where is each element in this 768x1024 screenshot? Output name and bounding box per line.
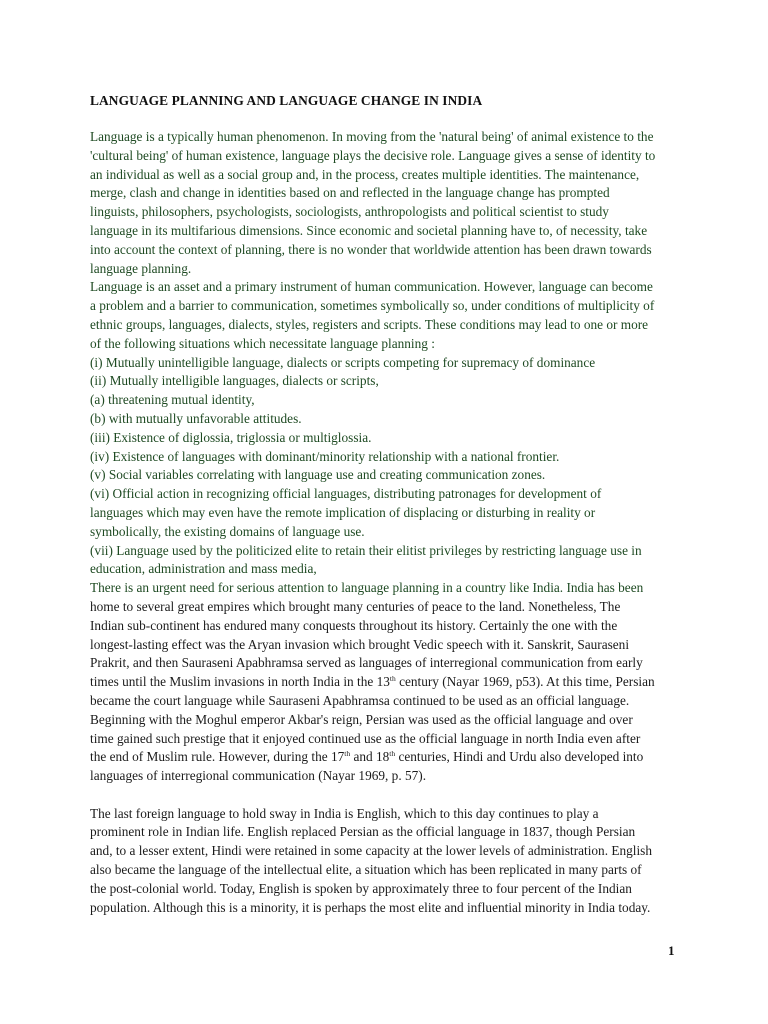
line-text: education, administration and mass media,	[90, 561, 317, 577]
text-line	[90, 730, 690, 749]
text-line	[90, 654, 690, 673]
text-line	[90, 542, 690, 561]
line-text: (a) threatening mutual identity,	[90, 392, 255, 408]
line-text: Beginning with the Moghul emperor Akbar's reign, Persian was used as the official language and over	[90, 711, 633, 727]
line-text: population. Although this is a minority, it is perhaps the most elite and influential minority in India today.	[90, 899, 651, 915]
line-text: of the following situations which necessitate language planning :	[90, 335, 435, 351]
line-text: (v) Social variables correlating with language use and creating communication zones.	[90, 467, 546, 483]
superscript: th	[389, 749, 396, 759]
text-line	[90, 372, 690, 391]
line-text: merge, clash and change in identities based on and reflected in the language change has prompted	[90, 185, 610, 201]
line-text: an individual as well as a social group and, in the process, creates multiple identities. The maintenance,	[90, 166, 640, 182]
text-line	[90, 711, 690, 730]
text-line	[90, 767, 690, 786]
superscript: th	[344, 749, 351, 759]
line-text: and, to a lesser extent, Hindi were retained in some capacity at the lower levels of administration. English	[90, 843, 652, 859]
text-line	[90, 842, 690, 861]
line-text: the post-colonial world. Today, English is spoken by approximately three to four percent of the Indian	[90, 880, 632, 896]
line-text: There is an urgent need for serious attention to language planning in a country like India. India has been	[90, 580, 644, 596]
line-text: (i) Mutually unintelligible language, dialects or scripts competing for supremacy of dominance	[90, 354, 596, 370]
line-text: longest-lasting effect was the Aryan invasion which brought Vedic speech with it. Sanskrit, Sauraseni	[90, 636, 630, 652]
text-line	[90, 147, 690, 166]
line-text: 'cultural being' of human existence, language plays the decisive role. Language gives a sense of identity to	[90, 147, 656, 163]
text-line	[90, 899, 690, 918]
text-line	[90, 692, 690, 711]
text-line	[90, 128, 690, 147]
line-text: (ii) Mutually intelligible languages, dialects or scripts,	[90, 373, 379, 389]
line-text: home to several great empires which brought many centuries of peace to the land. Nonetheless, The	[90, 598, 621, 614]
text-line	[90, 560, 690, 579]
text-line	[90, 278, 690, 297]
text-line	[90, 222, 690, 241]
text-line	[90, 748, 690, 767]
text-line	[90, 410, 690, 429]
line-text: symbolically, the existing domains of language use.	[90, 523, 365, 539]
text-line	[90, 316, 690, 335]
text-line	[90, 861, 690, 880]
line-text: (vi) Official action in recognizing official languages, distributing patronages for development of	[90, 486, 602, 502]
line-text: Language is a typically human phenomenon. In moving from the 'natural being' of animal existence to the	[90, 129, 654, 144]
line-text: Language is an asset and a primary instrument of human communication. However, language can become	[90, 279, 653, 295]
line-text: time gained such prestige that it enjoyed continued use as the official language in north India even after	[90, 730, 641, 746]
line-text: languages which may even have the remote implication of displacing or disturbing in reality or	[90, 504, 596, 520]
line-text: into account the context of planning, there is no wonder that worldwide attention has been drawn towards	[90, 241, 652, 257]
line-text: also became the language of the intellectual elite, a situation which has been replicated in many parts of	[90, 862, 642, 878]
text-line	[90, 823, 690, 842]
document-body	[90, 128, 690, 917]
text-line	[90, 241, 690, 260]
line-text: the end of Muslim rule. However, during the 17	[90, 749, 345, 765]
text-line	[90, 636, 690, 655]
line-text: a problem and a barrier to communication, sometimes symbolically so, under conditions of multiplicity of	[90, 298, 655, 314]
line-text: linguists, philosophers, psychologists, sociologists, anthropologists and political scientist to study	[90, 204, 609, 220]
text-line	[90, 166, 690, 185]
text-line	[90, 466, 690, 485]
line-text: language in its multifarious dimensions. Since economic and societal planning have to, of necessity, take	[90, 222, 648, 238]
line-text: Prakrit, and then Sauraseni Apabhramsa served as languages of interregional communication from early	[90, 655, 643, 671]
line-text: (iv) Existence of languages with dominant/minority relationship with a national frontier.	[90, 448, 560, 464]
line-text: century (Nayar 1969, p53). At this time, Persian	[395, 674, 655, 690]
line-text: centuries, Hindi and Urdu also developed into	[395, 749, 644, 765]
text-line	[90, 504, 690, 523]
line-text: language planning.	[90, 260, 192, 276]
blank-line	[90, 786, 690, 805]
line-text: The last foreign language to hold sway in India is English, which to this day continues to play a	[90, 805, 599, 821]
text-line	[90, 260, 690, 279]
text-line	[90, 335, 690, 354]
line-text: times until the Muslim invasions in north India in the 13	[90, 674, 390, 690]
text-line	[90, 805, 690, 824]
document-title: LANGUAGE PLANNING AND LANGUAGE CHANGE IN INDIA	[90, 93, 483, 108]
text-line	[90, 880, 690, 899]
page-number: 1	[668, 943, 675, 958]
text-line	[90, 579, 690, 598]
line-text: ethnic groups, languages, dialects, styles, registers and scripts. These conditions may lead to one or more	[90, 316, 649, 332]
superscript: th	[389, 674, 396, 684]
line-text: and 18	[350, 749, 390, 765]
text-line	[90, 598, 690, 617]
text-line	[90, 429, 690, 448]
line-text: prominent role in Indian life. English replaced Persian as the official language in 1837, though Persian	[90, 824, 636, 840]
text-line	[90, 184, 690, 203]
line-text: (iii) Existence of diglossia, triglossia or multiglossia.	[90, 429, 372, 445]
text-line	[90, 203, 690, 222]
text-line	[90, 673, 690, 692]
line-text: (vii) Language used by the politicized elite to retain their elitist privileges by restricting language use in	[90, 542, 642, 558]
text-line	[90, 523, 690, 542]
line-text: became the court language while Sauraseni Apabhramsa continued to be used as an official language.	[90, 692, 630, 708]
line-text: languages of interregional communication (Nayar 1969, p. 57).	[90, 768, 427, 784]
text-line	[90, 485, 690, 504]
line-text: (b) with mutually unfavorable attitudes.	[90, 410, 302, 426]
text-line	[90, 617, 690, 636]
text-line	[90, 391, 690, 410]
line-text: Indian sub-continent has endured many conquests throughout its history. Certainly the one with the	[90, 617, 618, 633]
text-line	[90, 354, 690, 373]
text-line	[90, 297, 690, 316]
text-line	[90, 448, 690, 467]
